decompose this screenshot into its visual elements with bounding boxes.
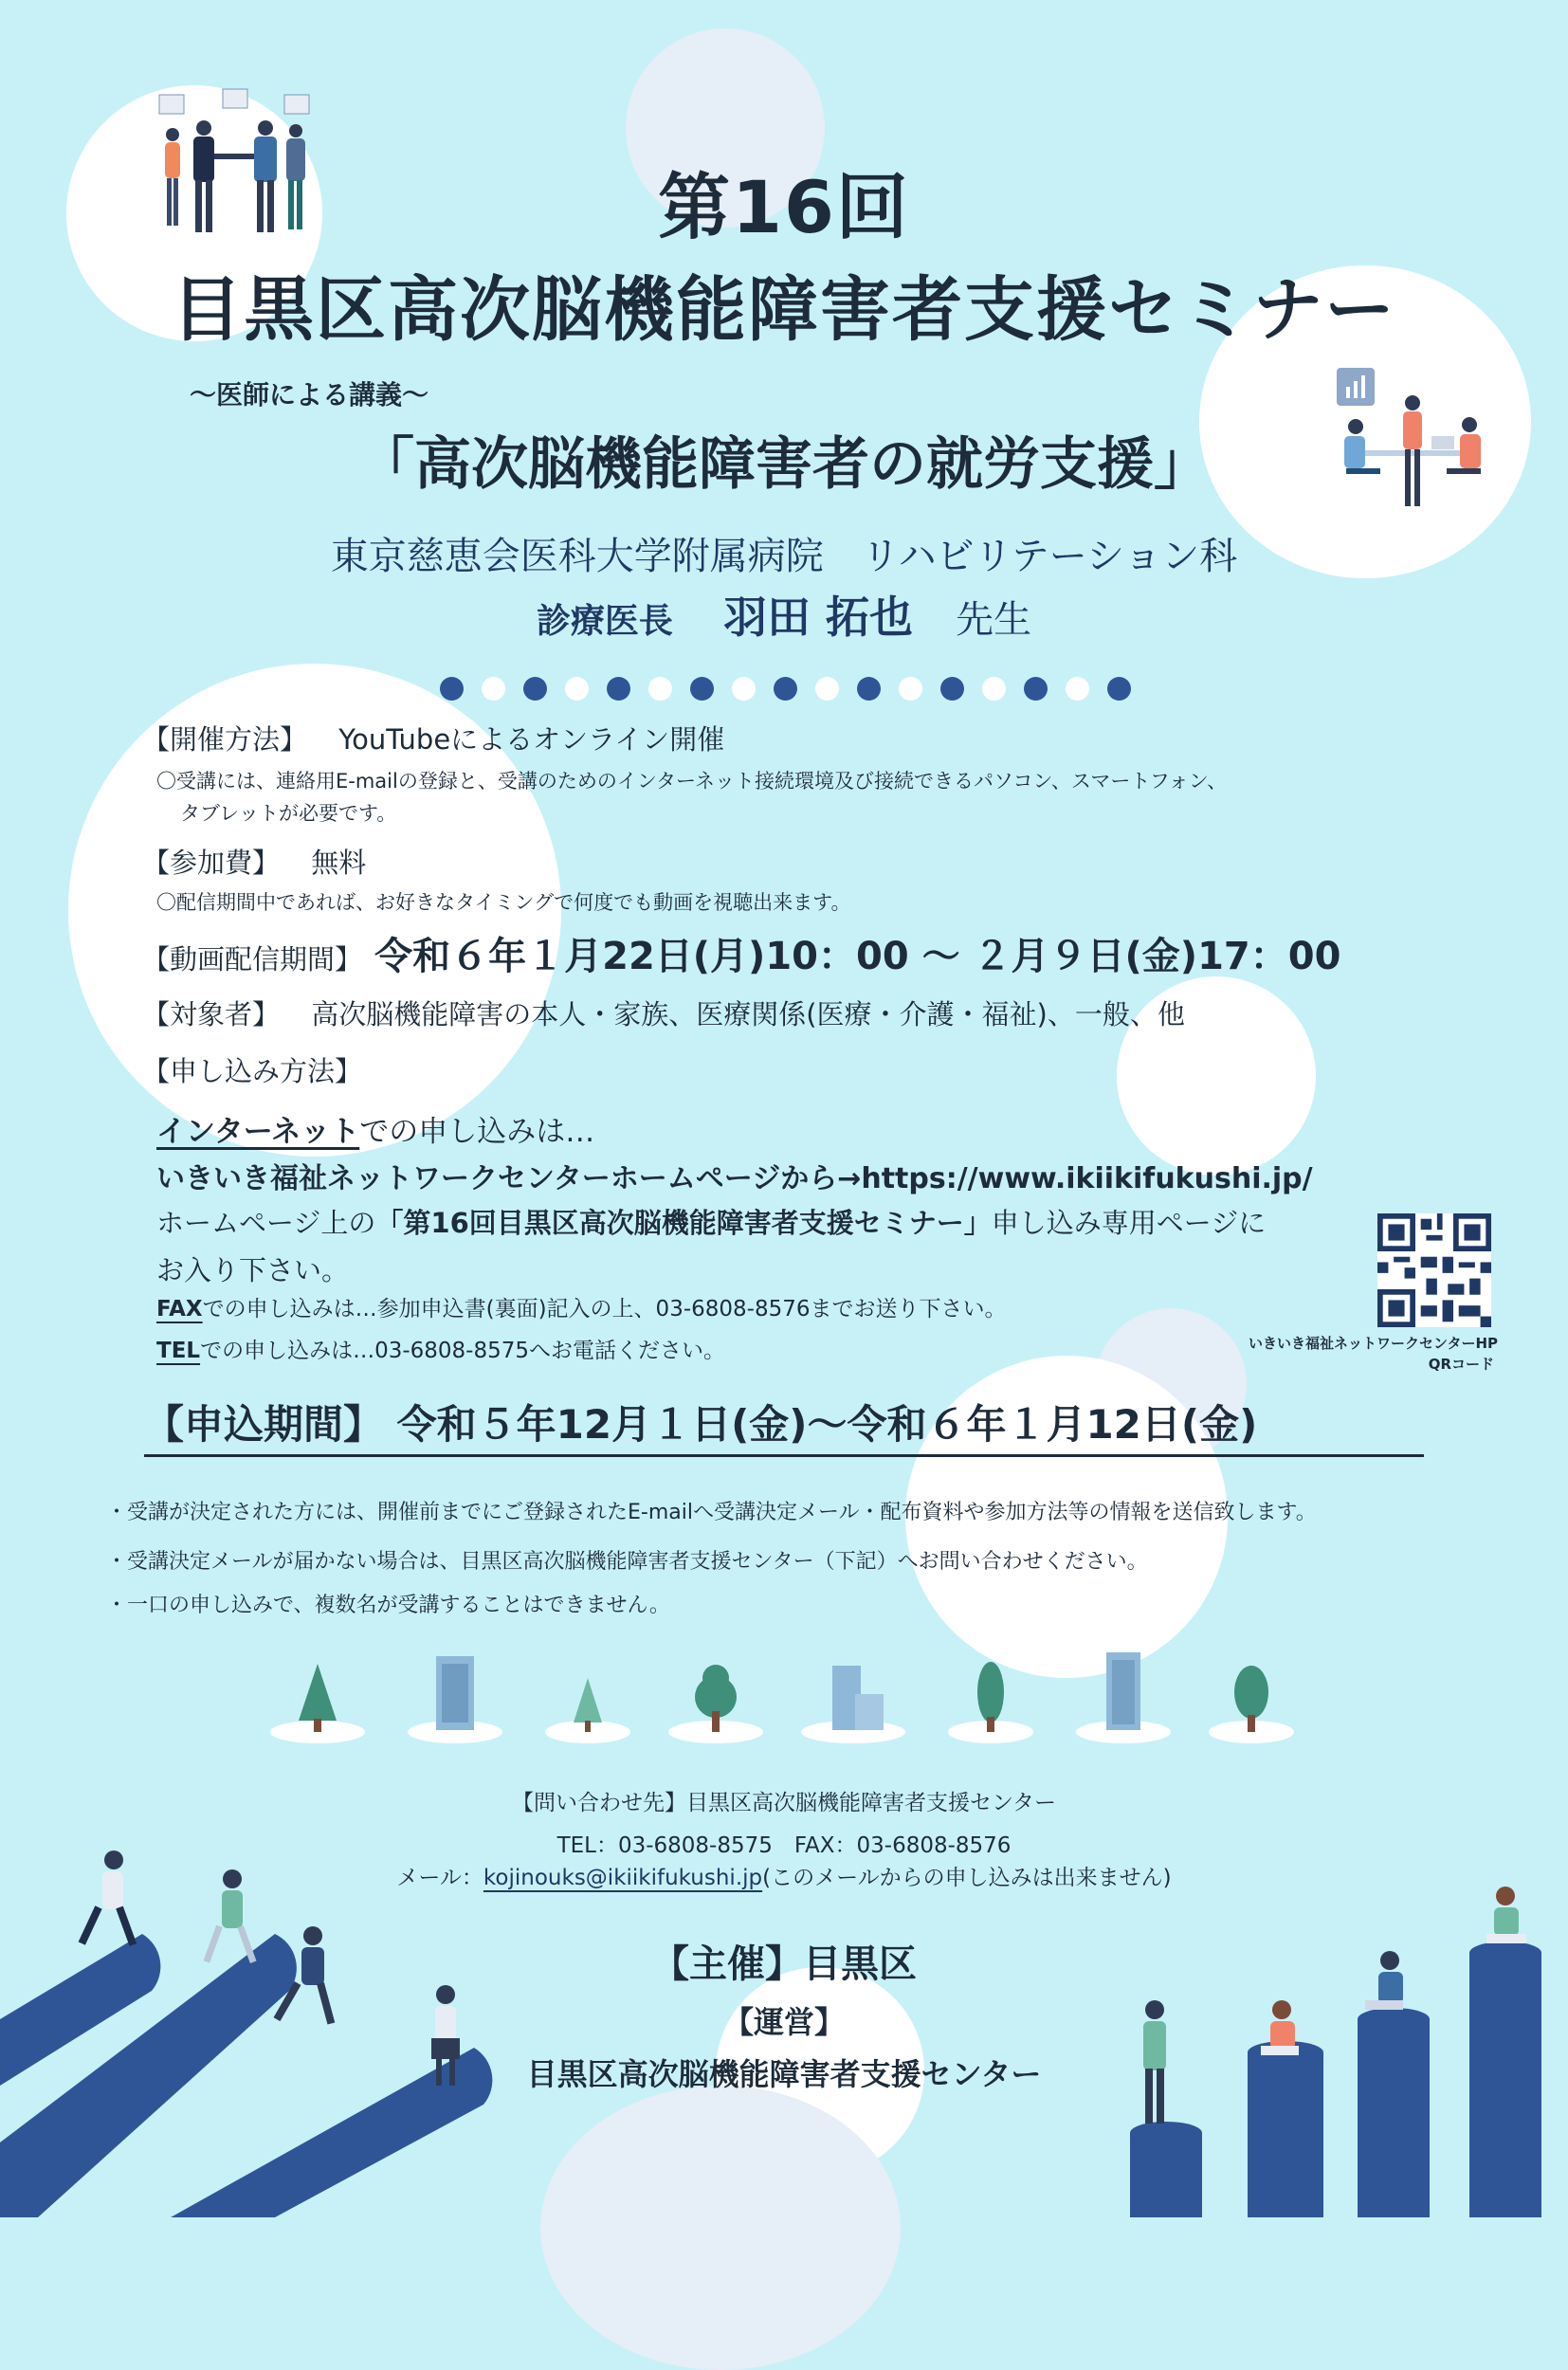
divider-dot <box>690 677 714 701</box>
divider-dot <box>899 677 922 701</box>
divider-dot <box>940 677 964 701</box>
note-item: ・一口の申し込みで、複数名が受講することはできません。 <box>106 1594 670 1617</box>
edition-title: 第16回 <box>658 165 910 249</box>
fax-label: FAX <box>156 1297 203 1322</box>
fee-row <box>142 842 366 881</box>
target-label: 【対象者】 <box>142 998 281 1030</box>
lecture-title: 「高次脳機能障害者の就労支援」 <box>357 431 1211 498</box>
apply-label: 【申し込み方法】 <box>142 1055 363 1087</box>
lecturer-line <box>0 583 1568 646</box>
method-note-cont: タブレットが必要です。 <box>180 802 397 825</box>
hp-line-2: お入り下さい。 <box>156 1254 350 1286</box>
divider-dot <box>982 677 1006 701</box>
internet-row <box>156 1107 594 1150</box>
period-row <box>142 926 1340 980</box>
dot-divider <box>440 677 1131 701</box>
divider-dot <box>1024 677 1048 701</box>
seminar-title: 目黒区高次脳機能障害者支援セミナー <box>172 269 1396 351</box>
divider-dot <box>565 677 589 701</box>
qr-code-icon[interactable] <box>1375 1213 1494 1327</box>
period-value: 令和６年１月22日(月)10：00 ～ ２月９日(金)17：00 <box>374 935 1341 978</box>
lecture-note: ～医師による講義～ <box>190 379 429 410</box>
target-value: 高次脳機能障害の本人・家族、医療関係(医療・介護・福祉)、一般、他 <box>311 998 1185 1030</box>
divider-dot <box>607 677 630 701</box>
application-period: 【申込期間】 令和５年12月１日(金)～令和６年１月12日(金) <box>144 1394 1424 1457</box>
divider-dot <box>732 677 756 701</box>
divider-dot <box>1107 677 1131 701</box>
fax-row <box>156 1291 1007 1322</box>
mail-suffix: (このメールからの申し込みは出来ません) <box>762 1866 1172 1890</box>
operator: 目黒区高次脳機能障害者支援センター <box>526 2056 1042 2092</box>
qr-caption: いきいき福祉ネットワークセンターHP <box>1249 1335 1498 1352</box>
operator-label: 【運営】 <box>722 2004 845 2040</box>
note-item: ・受講が決定された方には、開催前までにご登録されたE-mailへ受講決定メール・配布資料や参加方法等の情報を送信致します。 <box>106 1501 1317 1524</box>
bg-bubble <box>540 2086 901 2370</box>
tel-label: TEL <box>156 1339 201 1363</box>
mail-link[interactable]: kojinouks@ikiikifukushi.jp <box>483 1866 763 1890</box>
lecturer-role: 診療医長 <box>536 602 673 641</box>
host: 【主催】目黒区 <box>651 1942 917 1986</box>
method-note: 〇受講には、連絡用E-mailの登録と、受講のためのインターネット接続環境及び接続できるパソコン、スマートフォン、 <box>156 770 1228 793</box>
fee-note: 〇配信期間中であれば、お好きなタイミングで何度でも動画を視聴出来ます。 <box>156 891 851 914</box>
hp-line <box>156 1202 1266 1241</box>
method-value: YouTubeによるオンライン開催 <box>338 723 725 756</box>
divider-dot <box>774 677 797 701</box>
divider-dot <box>482 677 505 701</box>
hp-line-bold: 「第16回目黒区高次脳機能障害者支援セミナー」 <box>375 1207 992 1239</box>
note-item: ・受講決定メールが届かない場合は、目黒区高次脳機能障害者支援センター（下記）へお問い合わせください。 <box>106 1550 1148 1574</box>
lecturer-hospital: 東京慈恵会医科大学附属病院 リハビリテーション科 <box>330 535 1238 578</box>
lecturer-name: 羽田 拓也 <box>723 592 914 643</box>
contact-label: 【問い合わせ先】目黒区高次脳機能障害者支援センター <box>511 1791 1057 1815</box>
contact-phones: TEL：03-6808-8575 FAX：03-6808-8576 <box>556 1833 1012 1858</box>
fax-rest: での申し込みは…参加申込書(裏面)記入の上、03-6808-8576までお送り下さい。 <box>202 1297 1007 1322</box>
tel-rest: での申し込みは…03-6808-8575へお電話ください。 <box>200 1339 725 1363</box>
hp-line-suffix: 申し込み専用ページに <box>991 1207 1267 1239</box>
divider-dot <box>1066 677 1089 701</box>
divider-dot <box>648 677 672 701</box>
divider-dot <box>857 677 881 701</box>
method-label: 【開催方法】 <box>142 723 308 756</box>
internet-rest: での申し込みは… <box>359 1115 595 1149</box>
lecturer-honorific: 先生 <box>956 598 1032 642</box>
divider-dot <box>440 677 464 701</box>
mail-prefix: メール： <box>396 1866 483 1890</box>
hp-line-prefix: ホームページ上の <box>156 1207 376 1239</box>
divider-dot <box>815 677 839 701</box>
trees-buildings-illustration <box>265 1645 1337 1754</box>
target-row <box>142 994 1185 1032</box>
divider-dot <box>523 677 547 701</box>
period-label: 【動画配信期間】 <box>142 943 363 975</box>
homepage-line[interactable]: いきいき福祉ネットワークセンターホームページから→https://www.ikiikifukushi.jp/ <box>156 1162 1313 1195</box>
method-row <box>142 719 724 757</box>
fee-label: 【参加費】 <box>142 847 281 879</box>
qr-caption-2: QRコード <box>1428 1356 1494 1373</box>
fee-value: 無料 <box>311 847 367 879</box>
tel-row <box>156 1333 725 1364</box>
internet-link[interactable]: インターネット <box>156 1115 360 1149</box>
